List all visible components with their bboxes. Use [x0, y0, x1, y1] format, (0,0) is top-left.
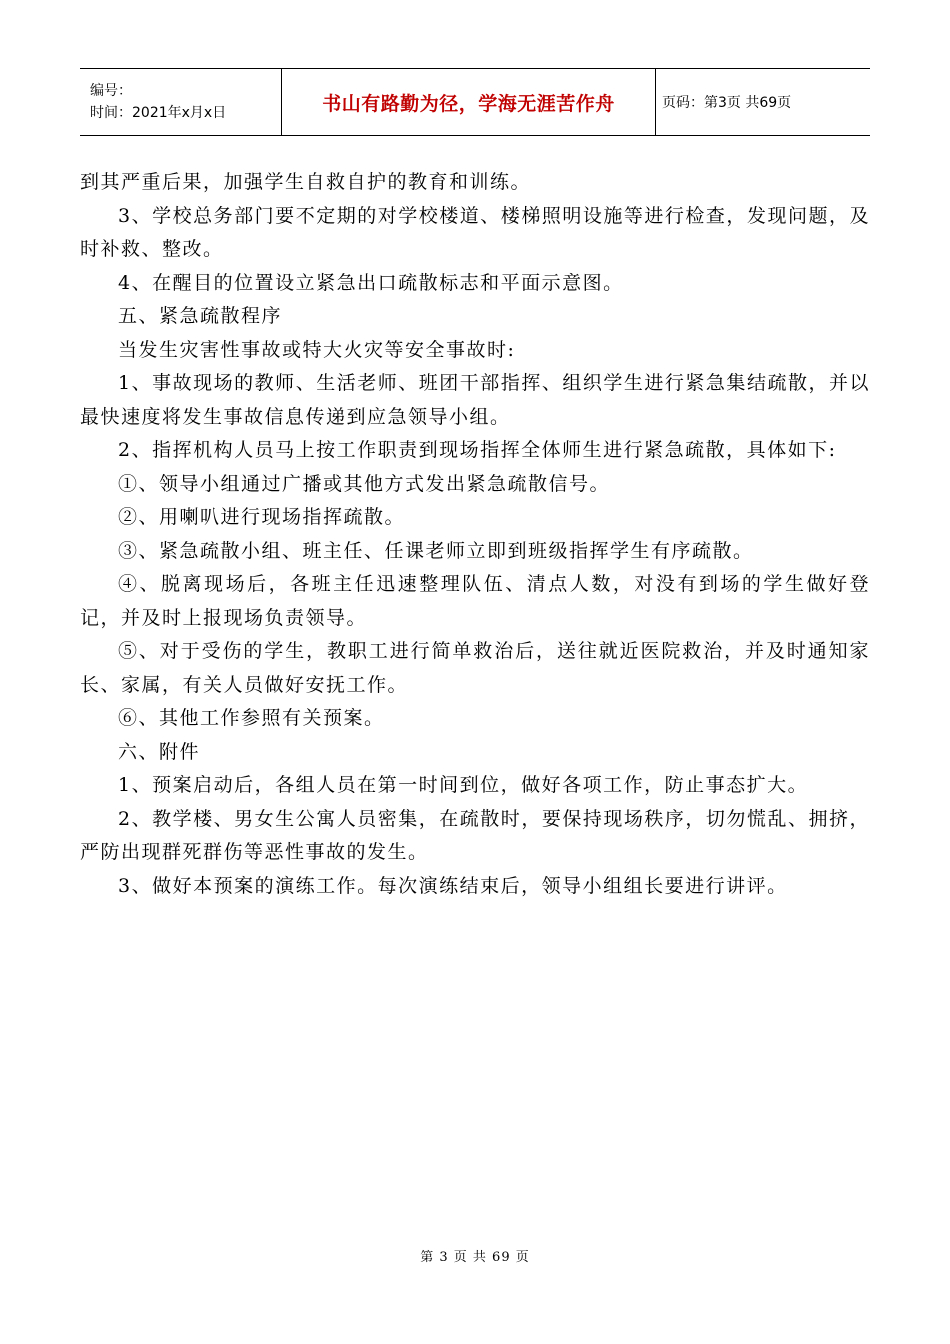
list-item: ⑥、其他工作参照有关预案。 — [118, 707, 385, 729]
document-body — [80, 166, 870, 903]
list-item: ②、用喇叭进行现场指挥疏散。 — [118, 506, 406, 528]
page-footer: 第 3 页 共 69 页 — [420, 1250, 530, 1265]
header-page-info-cell — [656, 69, 870, 135]
paragraph: 到其严重后果，加强学生自救自护的教育和训练。 — [80, 171, 532, 193]
serial-label: 编号： — [90, 83, 132, 99]
section-heading: 六、附件 — [118, 740, 201, 763]
paragraph: 4、在醒目的位置设立紧急出口疏散标志和平面示意图。 — [118, 271, 624, 294]
paragraph: 1、事故现场的教师、生活老师、班团干部指挥、组织学生进行紧急集结疏散，并以最快速度将发生事故信息传递到应急领导小组。 — [80, 372, 870, 428]
header-motto-cell — [282, 69, 656, 135]
header-meta — [80, 69, 282, 135]
paragraph: 1、预案启动后，各组人员在第一时间到位，做好各项工作，防止事态扩大。 — [118, 774, 809, 796]
paragraph: 3、学校总务部门要不定期的对学校楼道、楼梯照明设施等进行检查，发现问题，及时补救、整改。 — [80, 204, 870, 260]
paragraph: 2、教学楼、男女生公寓人员密集，在疏散时，要保持现场秩序，切勿慌乱、拥挤，严防出现群死群伤等恶性事故的发生。 — [80, 807, 870, 863]
paragraph: 3、做好本预案的演练工作。每次演练结束后，领导小组组长要进行讲评。 — [118, 874, 788, 897]
page-header — [80, 68, 870, 136]
list-item: ④、脱离现场后，各班主任迅速整理队伍、清点人数，对没有到场的学生做好登记，并及时上报现场负责领导。 — [80, 573, 870, 629]
time-label: 时间：2021年x月x日 — [90, 105, 227, 121]
paragraph: 2、指挥机构人员马上按工作职责到现场指挥全体师生进行紧急疏散，具体如下: — [118, 439, 837, 461]
motto-text: 书山有路勤为径，学海无涯苦作舟 — [322, 92, 615, 115]
page-info: 页码：第3页 共69页 — [662, 95, 792, 111]
list-item: ⑤、对于受伤的学生，教职工进行简单救治后，送往就近医院救治，并及时通知家长、家属，有关人员做好安抚工作。 — [80, 640, 870, 696]
list-item: ③、紧急疏散小组、班主任、任课老师立即到班级指挥学生有序疏散。 — [118, 539, 754, 562]
section-heading: 五、紧急疏散程序 — [118, 305, 283, 327]
paragraph: 当发生灾害性事故或特大火灾等安全事故时: — [118, 338, 516, 361]
list-item: ①、领导小组通过广播或其他方式发出紧急疏散信号。 — [118, 472, 611, 495]
